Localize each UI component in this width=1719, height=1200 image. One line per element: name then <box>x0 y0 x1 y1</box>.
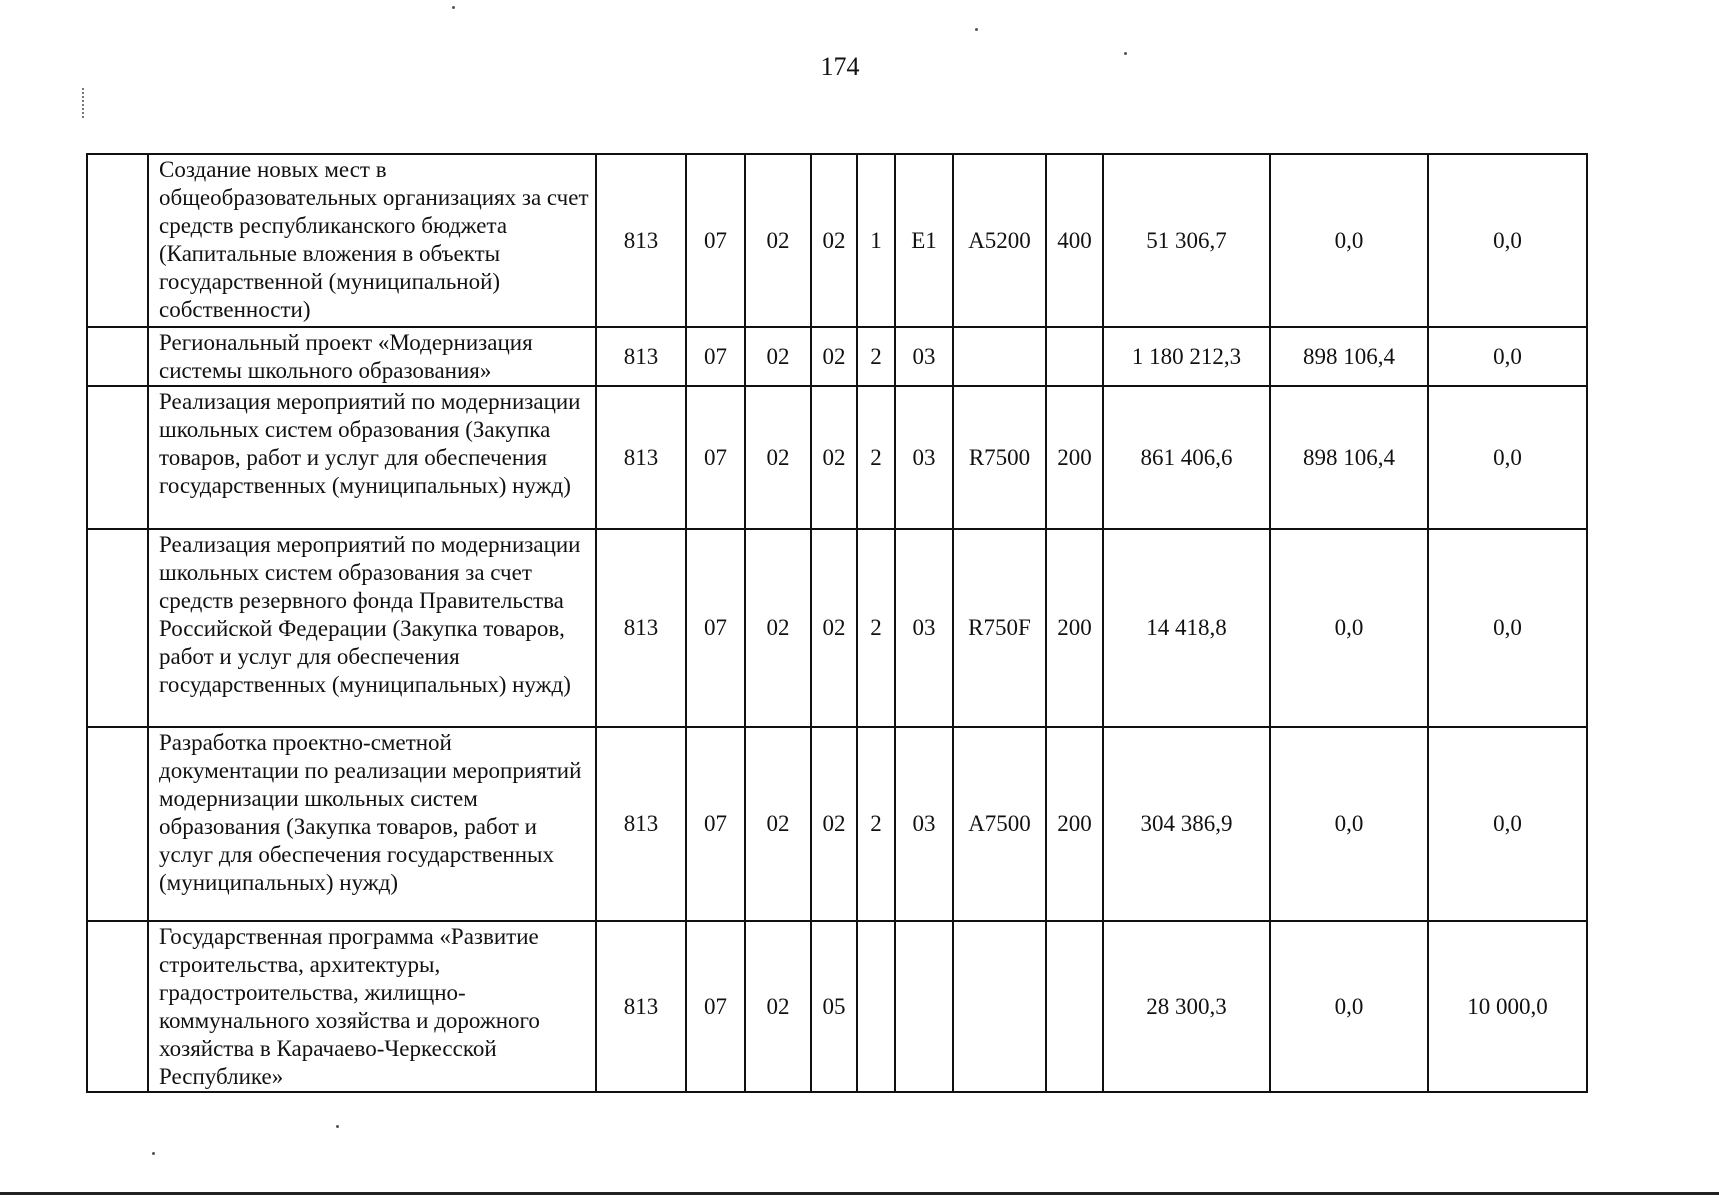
description-cell: Государственная программа «Развитие строительства, архитектуры, градостроительства, жилищно-коммунального хозяйства и дорожного хозяйства в Карачаево-Черкесской Республике» <box>148 921 596 1092</box>
subsection-cell: 02 <box>745 921 811 1092</box>
ministry-cell: 813 <box>596 921 686 1092</box>
amount-2-cell: 0,0 <box>1270 727 1428 921</box>
target-cell: R750F <box>953 529 1046 727</box>
table-row <box>87 386 1587 529</box>
table-row <box>87 327 1587 386</box>
ministry-cell: 813 <box>596 727 686 921</box>
project-cell: 03 <box>895 327 953 386</box>
row-number-cell <box>87 921 148 1092</box>
program-cell: 02 <box>811 727 857 921</box>
target-cell: R7500 <box>953 386 1046 529</box>
description-cell: Региональный проект «Модернизация системы школьного образования» <box>148 327 596 386</box>
row-number-cell <box>87 154 148 327</box>
project-cell: 03 <box>895 529 953 727</box>
subsection-cell: 02 <box>745 327 811 386</box>
amount-1-cell: 304 386,9 <box>1103 727 1270 921</box>
amount-2-cell: 0,0 <box>1270 154 1428 327</box>
program-cell: 02 <box>811 327 857 386</box>
section-cell: 07 <box>686 154 745 327</box>
amount-1-cell: 28 300,3 <box>1103 921 1270 1092</box>
program-cell: 05 <box>811 921 857 1092</box>
amount-3-cell: 0,0 <box>1428 327 1587 386</box>
expense-type-cell: 200 <box>1046 386 1103 529</box>
subprogram-cell: 2 <box>857 386 895 529</box>
budget-table <box>86 153 1588 1093</box>
table-row <box>87 727 1587 921</box>
amount-1-cell: 51 306,7 <box>1103 154 1270 327</box>
row-number-cell <box>87 529 148 727</box>
subprogram-cell <box>857 921 895 1092</box>
amount-3-cell: 0,0 <box>1428 727 1587 921</box>
subsection-cell: 02 <box>745 386 811 529</box>
scan-speck <box>336 1125 339 1128</box>
section-cell: 07 <box>686 327 745 386</box>
program-cell: 02 <box>811 529 857 727</box>
amount-1-cell: 14 418,8 <box>1103 529 1270 727</box>
project-cell: 03 <box>895 386 953 529</box>
scan-speck <box>1124 52 1127 55</box>
row-number-cell <box>87 327 148 386</box>
program-cell: 02 <box>811 154 857 327</box>
row-number-cell <box>87 386 148 529</box>
ministry-cell: 813 <box>596 327 686 386</box>
project-cell: 03 <box>895 727 953 921</box>
description-cell: Реализация мероприятий по модернизации школьных систем образования (Закупка товаров, работ и услуг для обеспечения государственных (муниципальных) нужд) <box>148 386 596 529</box>
expense-type-cell <box>1046 921 1103 1092</box>
project-cell <box>895 921 953 1092</box>
description-cell: Создание новых мест в общеобразовательных организациях за счет средств республиканского бюджета (Капитальные вложения в объекты государственной (муниципальной) собственности) <box>148 154 596 327</box>
amount-3-cell: 0,0 <box>1428 154 1587 327</box>
ministry-cell: 813 <box>596 529 686 727</box>
expense-type-cell <box>1046 327 1103 386</box>
ministry-cell: 813 <box>596 154 686 327</box>
program-cell: 02 <box>811 386 857 529</box>
table-row <box>87 921 1587 1092</box>
section-cell: 07 <box>686 921 745 1092</box>
amount-2-cell: 898 106,4 <box>1270 386 1428 529</box>
target-cell <box>953 921 1046 1092</box>
page-number: 174 <box>820 52 860 81</box>
subsection-cell: 02 <box>745 727 811 921</box>
scan-speck <box>975 28 978 31</box>
amount-2-cell: 898 106,4 <box>1270 327 1428 386</box>
expense-type-cell: 400 <box>1046 154 1103 327</box>
project-cell: E1 <box>895 154 953 327</box>
section-cell: 07 <box>686 386 745 529</box>
section-cell: 07 <box>686 727 745 921</box>
amount-3-cell: 0,0 <box>1428 386 1587 529</box>
ministry-cell: 813 <box>596 386 686 529</box>
scan-speck <box>452 6 455 9</box>
amount-1-cell: 861 406,6 <box>1103 386 1270 529</box>
page-bottom-edge <box>0 1192 1719 1195</box>
subsection-cell: 02 <box>745 154 811 327</box>
target-cell <box>953 327 1046 386</box>
description-cell: Разработка проектно-сметной документации по реализации мероприятий модернизации школьных систем образования (Закупка товаров, работ и услуг для обеспечения государственных (муниципальных) нужд) <box>148 727 596 921</box>
description-cell: Реализация мероприятий по модернизации школьных систем образования за счет средств резервного фонда Правительства Российской Федерации (Закупка товаров, работ и услуг для обеспечения государственных (муниципальных) нужд) <box>148 529 596 727</box>
expense-type-cell: 200 <box>1046 727 1103 921</box>
expense-type-cell: 200 <box>1046 529 1103 727</box>
amount-3-cell: 0,0 <box>1428 529 1587 727</box>
scan-speck <box>152 1152 155 1155</box>
amount-1-cell: 1 180 212,3 <box>1103 327 1270 386</box>
scan-artifact <box>82 88 90 118</box>
target-cell: A7500 <box>953 727 1046 921</box>
subprogram-cell: 2 <box>857 327 895 386</box>
table-row <box>87 154 1587 327</box>
subsection-cell: 02 <box>745 529 811 727</box>
subprogram-cell: 2 <box>857 727 895 921</box>
amount-3-cell: 10 000,0 <box>1428 921 1587 1092</box>
target-cell: A5200 <box>953 154 1046 327</box>
subprogram-cell: 1 <box>857 154 895 327</box>
amount-2-cell: 0,0 <box>1270 529 1428 727</box>
section-cell: 07 <box>686 529 745 727</box>
subprogram-cell: 2 <box>857 529 895 727</box>
row-number-cell <box>87 727 148 921</box>
table-row <box>87 529 1587 727</box>
amount-2-cell: 0,0 <box>1270 921 1428 1092</box>
